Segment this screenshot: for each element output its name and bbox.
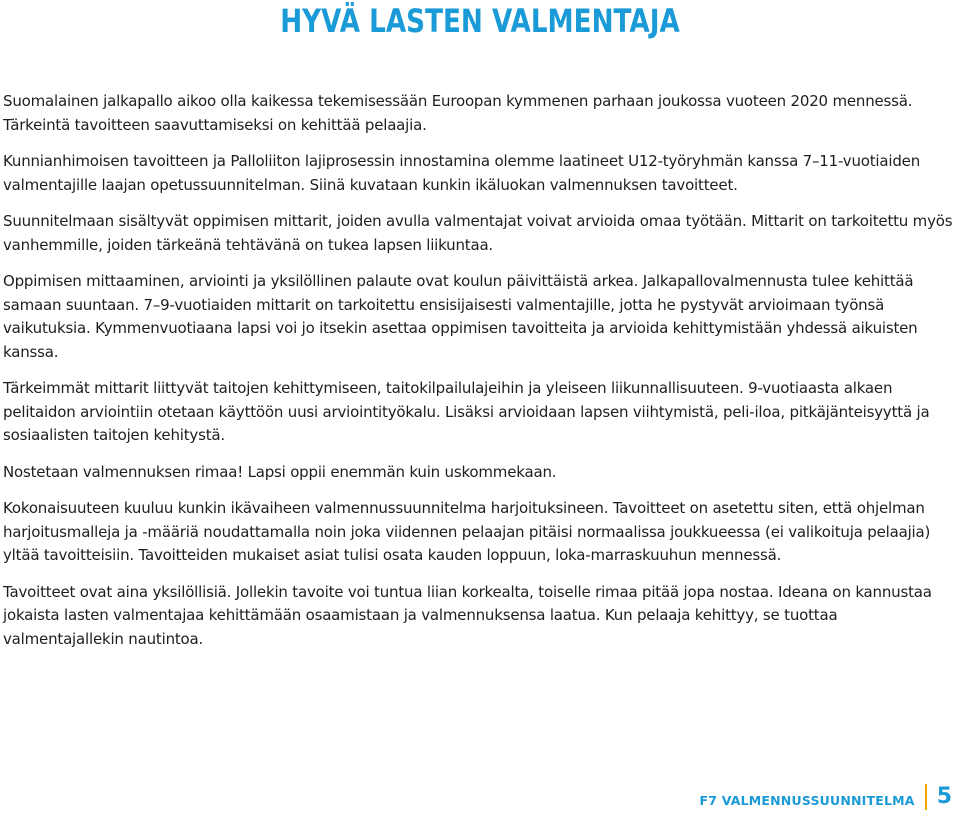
- paragraph: Suomalainen jalkapallo aikoo olla kaikessa tekemisessään Euroopan kymmenen parhaan joukossa vuoteen 2020 mennessä. Tärkeintä tavoitteen saavuttamiseksi on kehittää pelaajia.: [3, 92, 913, 134]
- footer-divider: [925, 784, 927, 810]
- body-text: [3, 90, 953, 664]
- page-title: HYVÄ LASTEN VALMENTAJA: [280, 2, 680, 40]
- page-number: 5: [936, 784, 952, 809]
- paragraph: Kunnianhimoisen tavoitteen ja Palloliiton lajiprosessin innostamina olemme laatineet U12-työryhmän kanssa 7–11-vuotiaiden valmentajille laajan opetussuunnitelman. Siinä kuvataan kunkin ikäluokan valmennuksen tavoitteet.: [3, 152, 921, 194]
- footer-document-title: F7 VALMENNUSSUUNNITELMA: [699, 793, 915, 808]
- paragraph: Tärkeimmät mittarit liittyvät taitojen kehittymiseen, taitokilpailulajeihin ja yleiseen liikunnallisuuteen. 9-vuotiaasta alkaen pelitaidon arviointiin otetaan käyttöön uusi arviointityökalu. Lisäksi arvioidaan lapsen viihtymistä, peli-iloa, pitkäjänteisyyttä ja sosiaalisten taitojen kehitystä.: [3, 379, 930, 444]
- paragraph: Oppimisen mittaaminen, arviointi ja yksilöllinen palaute ovat koulun päivittäistä arkea. Jalkapallovalmennusta tulee kehittää samaan suuntaan. 7–9-vuotiaiden mittarit on tarkoitettu ensisijaisesti valmentajille, jotta he pystyvät arvioimaan työnsä vaikutuksia. Kymmenvuotiaana lapsi voi jo itsekin asettaa oppimisen tavoitteita ja arvioida kehittymistään yhdessä aikuisten kanssa.: [3, 272, 918, 361]
- paragraph: Suunnitelmaan sisältyvät oppimisen mittarit, joiden avulla valmentajat voivat arvioida omaa työtään. Mittarit on tarkoitettu myös vanhemmille, joiden tärkeänä tehtävänä on tukea lapsen liikuntaa.: [3, 212, 953, 254]
- page-footer: [700, 776, 952, 810]
- paragraph: Nostetaan valmennuksen rimaa! Lapsi oppii enemmän kuin uskommekaan.: [3, 462, 557, 481]
- paragraph: Tavoitteet ovat aina yksilöllisiä. Jollekin tavoite voi tuntua liian korkealta, toiselle rimaa pitää jopa nostaa. Ideana on kannustaa jokaista lasten valmentajaa kehittämään osaamistaan ja valmennuksensa laatua. Kun pelaaja kehittyy, se tuottaa valmentajallekin nautintoa.: [3, 582, 932, 648]
- paragraph: Kokonaisuuteen kuuluu kunkin ikävaiheen valmennussuunnitelma harjoituksineen. Tavoitteet on asetettu siten, että ohjelman harjoitusmalleja ja -määriä noudattamalla noin joka viidennen pelaajan pitäisi normaalissa joukkueessa (ei valikoituja pelaajia) yltää tavoitteisiin. Tavoitteiden mukaiset asiat tulisi osata kauden loppuun, loka-marraskuuhun mennessä.: [3, 499, 931, 564]
